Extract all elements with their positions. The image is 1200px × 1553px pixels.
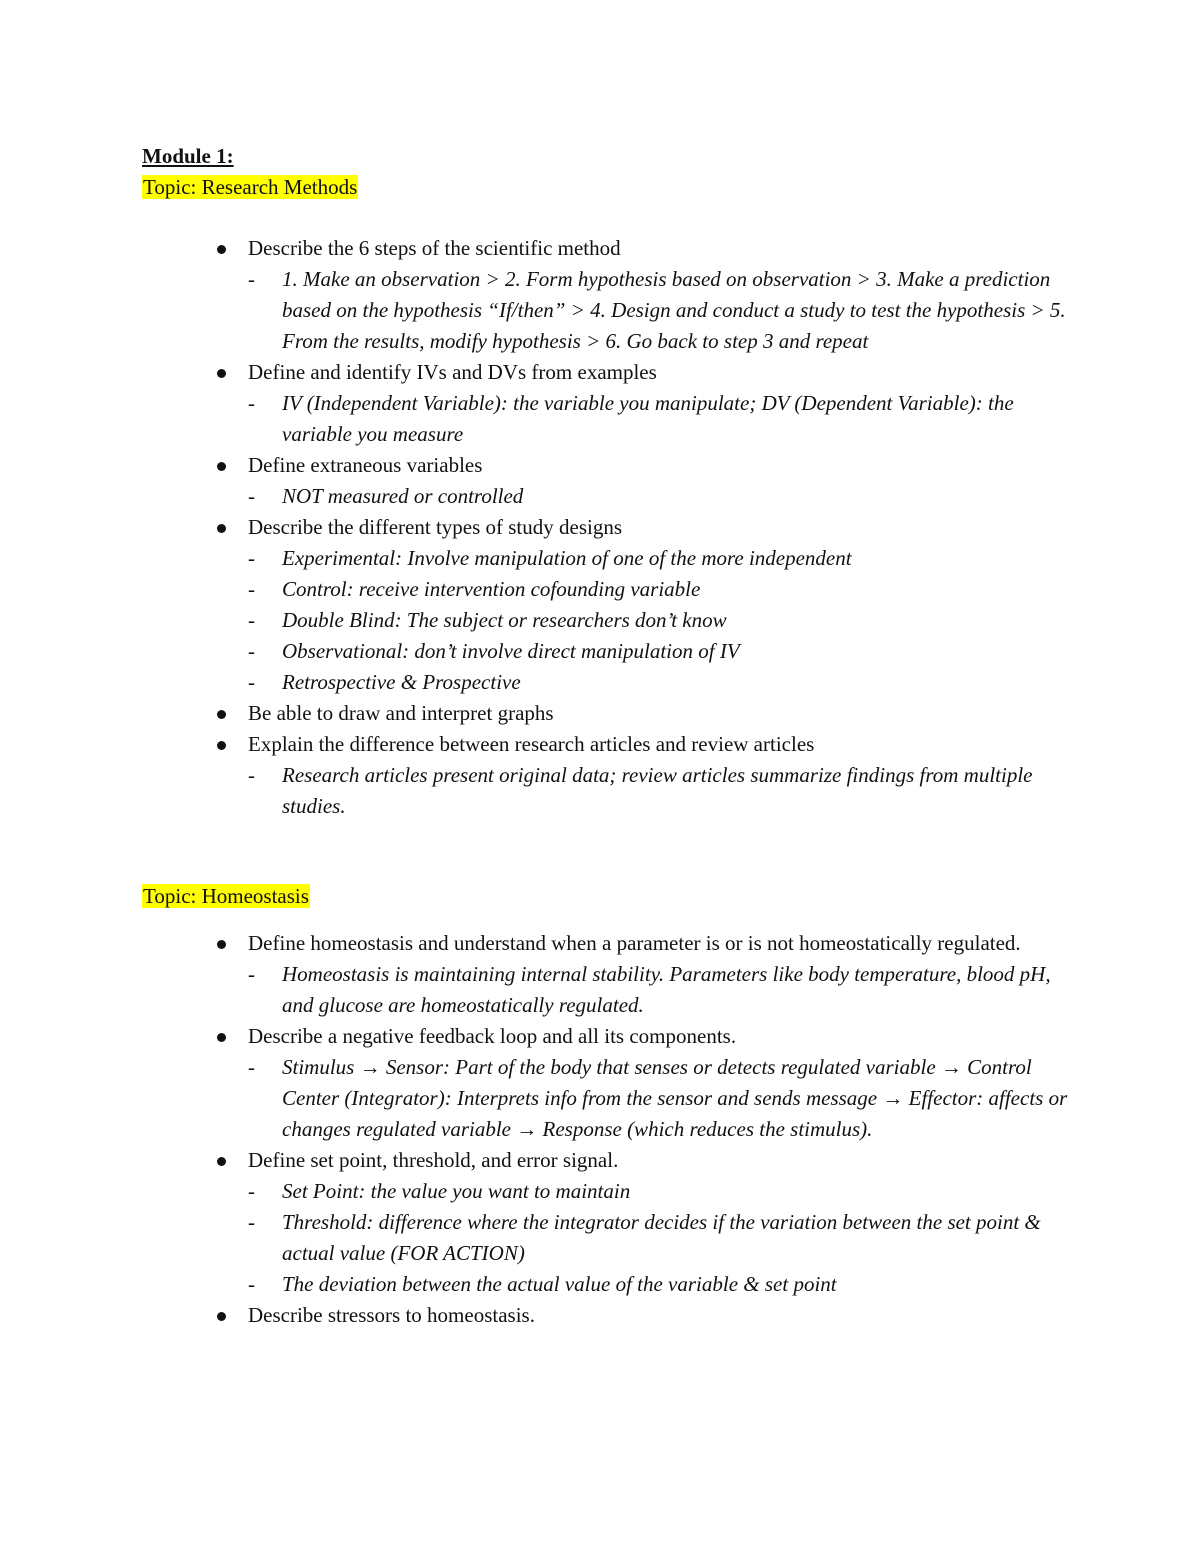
module-title: Module 1: [142, 144, 234, 168]
bullet-dot-icon [217, 1157, 226, 1166]
sub-item [248, 636, 1068, 667]
dash-marker-icon: - [248, 267, 255, 291]
bullet-item [0, 928, 1068, 1021]
sub-item-text: The deviation between the actual value of the variable & set point [282, 1272, 837, 1296]
bullet-text: Describe the 6 steps of the scientific method [248, 236, 621, 260]
bullet-text: Define extraneous variables [248, 453, 483, 477]
topic-heading-homeostasis: Topic: Homeostasis [143, 884, 309, 908]
bullet-text: Describe stressors to homeostasis. [248, 1303, 535, 1327]
bullet-dot-icon [217, 462, 226, 471]
bullet-dot-icon [217, 1033, 226, 1042]
sub-item [248, 1207, 1068, 1269]
sub-item-text: Retrospective & Prospective [282, 670, 521, 694]
bullet-item [0, 1021, 1068, 1145]
research-methods-list [0, 233, 1068, 822]
sub-item [248, 959, 1068, 1021]
dash-marker-icon: - [248, 608, 255, 632]
sub-item-text: Control: receive intervention cofounding variable [282, 577, 701, 601]
sub-item-text: Research articles present original data; review articles summarize findings from multiple studies. [282, 763, 1033, 818]
sub-item [248, 605, 1068, 636]
bullet-text: Be able to draw and interpret graphs [248, 701, 554, 725]
dash-marker-icon: - [248, 577, 255, 601]
sub-list [248, 1052, 1068, 1145]
sub-item [248, 388, 1068, 450]
sub-item [248, 1176, 1068, 1207]
bullet-dot-icon [217, 369, 226, 378]
homeostasis-list [0, 928, 1068, 1331]
bullet-dot-icon [217, 741, 226, 750]
sub-item [248, 667, 1068, 698]
bullet-item [0, 729, 1068, 822]
bullet-item [0, 450, 1068, 512]
sub-item [248, 760, 1068, 822]
dash-marker-icon: - [248, 391, 255, 415]
sub-item-text: 1. Make an observation > 2. Form hypothesis based on observation > 3. Make a prediction based on the hypothesis “If/then” > 4. Design and conduct a study to test the hypothesis > 5. From the results, modify hypothesis > 6. Go back to step 3 and repeat [282, 267, 1066, 353]
sub-list [248, 543, 1068, 698]
section-homeostasis-topic [142, 881, 310, 912]
bullet-item [0, 1145, 1068, 1300]
dash-marker-icon: - [248, 546, 255, 570]
bullet-text: Define set point, threshold, and error signal. [248, 1148, 619, 1172]
sub-list [248, 959, 1068, 1021]
dash-marker-icon: - [248, 639, 255, 663]
sub-item [248, 481, 1068, 512]
bullet-text: Define and identify IVs and DVs from examples [248, 360, 657, 384]
bullet-item [0, 698, 1068, 729]
bullet-item [0, 233, 1068, 357]
sub-list [248, 388, 1068, 450]
bullet-item [0, 357, 1068, 450]
sub-item-text: Experimental: Involve manipulation of one of the more independent [282, 546, 852, 570]
bullet-dot-icon [217, 245, 226, 254]
sub-item-text: NOT measured or controlled [282, 484, 524, 508]
dash-marker-icon: - [248, 1272, 255, 1296]
sub-item-text: Stimulus → Sensor: Part of the body that senses or detects regulated variable → Control Center (Integrator): Interprets info from the sensor and sends message → Effector: affects or changes regulated variable → Response (which reduces the stimulus). [282, 1055, 1068, 1141]
dash-marker-icon: - [248, 962, 255, 986]
sub-item [248, 574, 1068, 605]
sub-item [248, 1052, 1068, 1145]
sub-item-text: Observational: don’t involve direct manipulation of IV [282, 639, 740, 663]
sub-item-text: Set Point: the value you want to maintain [282, 1179, 631, 1203]
bullet-dot-icon [217, 1312, 226, 1321]
bullet-dot-icon [217, 710, 226, 719]
topic-heading-research-methods: Topic: Research Methods [143, 175, 358, 199]
sub-list [248, 760, 1068, 822]
sub-list [248, 264, 1068, 357]
sub-list [248, 481, 1068, 512]
bullet-item [0, 512, 1068, 698]
bullet-dot-icon [217, 524, 226, 533]
dash-marker-icon: - [248, 1055, 255, 1079]
dash-marker-icon: - [248, 484, 255, 508]
dash-marker-icon: - [248, 1179, 255, 1203]
bullet-text: Define homeostasis and understand when a parameter is or is not homeostatically regulated. [248, 931, 1021, 955]
sub-item-text: IV (Independent Variable): the variable you manipulate; DV (Dependent Variable): the variable you measure [282, 391, 1014, 446]
bullet-text: Describe the different types of study designs [248, 515, 623, 539]
section-research-methods-topic [142, 172, 358, 203]
sub-item [248, 264, 1068, 357]
bullet-dot-icon [217, 940, 226, 949]
bullet-text: Describe a negative feedback loop and all its components. [248, 1024, 737, 1048]
dash-marker-icon: - [248, 670, 255, 694]
sub-item-text: Homeostasis is maintaining internal stability. Parameters like body temperature, blood pH, and glucose are homeostatically regulated. [282, 962, 1051, 1017]
sub-item [248, 1269, 1068, 1300]
dash-marker-icon: - [248, 763, 255, 787]
sub-list [248, 1176, 1068, 1300]
sub-item-text: Double Blind: The subject or researchers don’t know [282, 608, 727, 632]
sub-item [248, 543, 1068, 574]
bullet-text: Explain the difference between research articles and review articles [248, 732, 815, 756]
sub-item-text: Threshold: difference where the integrator decides if the variation between the set point & actual value (FOR ACTION) [282, 1210, 1041, 1265]
bullet-item [0, 1300, 1068, 1331]
dash-marker-icon: - [248, 1210, 255, 1234]
